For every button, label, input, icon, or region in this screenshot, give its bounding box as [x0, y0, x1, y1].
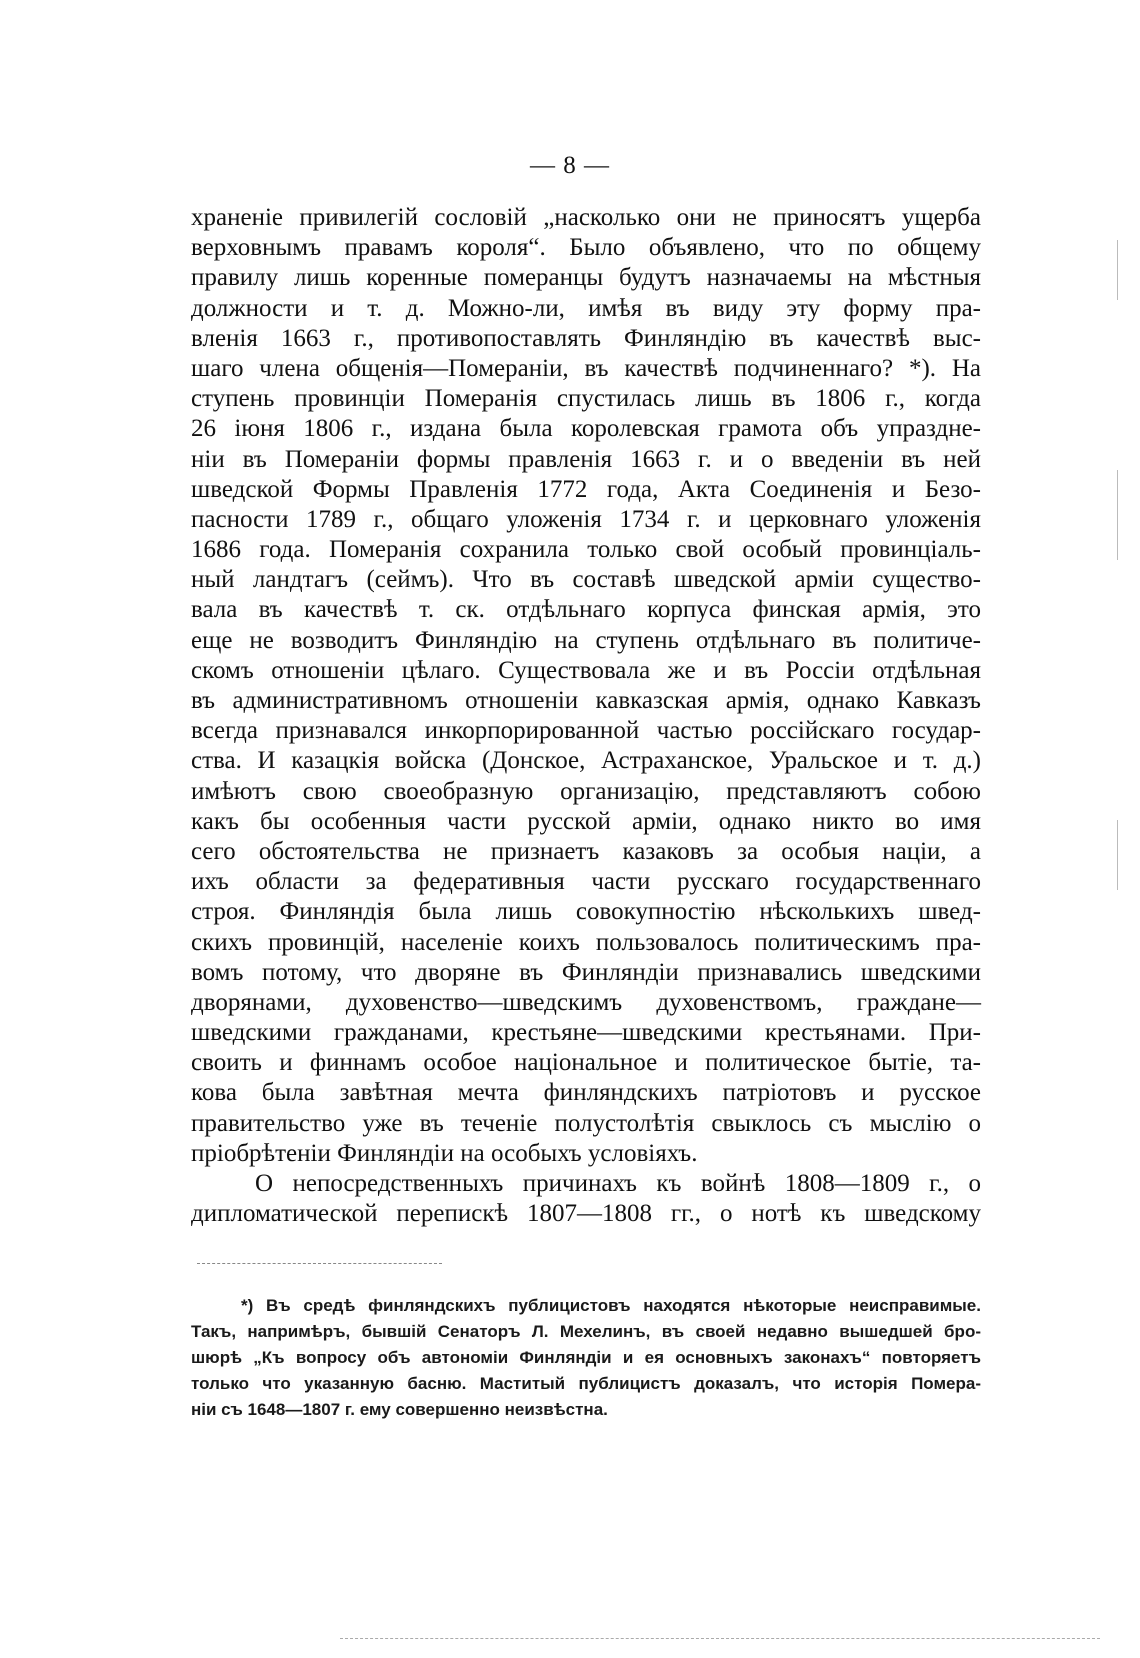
scan-margin-mark [1117, 470, 1118, 560]
text-line: своить и финнамъ особое національное и политическое бытіе, та- [191, 1049, 981, 1077]
text-line: всегда признавался инкорпорированной частью россійскаго государ- [191, 717, 981, 745]
text-line: ступень провинціи Померанія спустилась лишь въ 1806 г., когда [191, 385, 981, 413]
text-line: шведской Формы Правленія 1772 года, Акта Соединенія и Безо- [191, 475, 981, 503]
text-line: шаго члена общенія—Помераніи, въ качествѣ подчиненнаго? *). На [191, 354, 981, 382]
text-line: храненіе привилегій сословій „насколько они не приносятъ ущерба [191, 204, 981, 231]
text-line: шведскими гражданами, крестьяне—шведскими крестьянами. При- [191, 1019, 981, 1047]
text-line: должности и т. д. Можно-ли, имѣя въ виду эту форму пра- [191, 294, 981, 322]
text-line: 26 іюня 1806 г., издана была королевская грамота объ упраздне- [191, 415, 981, 443]
text-line: строя. Финляндія была лишь совокупностію нѣсколькихъ швед- [191, 898, 981, 926]
scan-margin-mark [1117, 820, 1118, 890]
text-line: еще не возводитъ Финляндію на ступень отдѣльнаго въ политиче- [191, 626, 981, 654]
text-line: дворянами, духовенство—шведскимъ духовенствомъ, граждане— [191, 988, 981, 1016]
text-line: 1686 года. Померанія сохранила только свой особый провинціаль- [191, 536, 981, 564]
text-line: ніи въ Помераніи формы правленія 1663 г. и о введеніи въ ней [191, 445, 981, 473]
text-line: кова была завѣтная мечта финляндскихъ патріотовъ и русское [191, 1079, 981, 1107]
footnote-line: *) Въ средѣ финляндскихъ публицистовъ находятся нѣкоторые неисправимые. [241, 1296, 981, 1315]
text-line: ный ландтагъ (сеймъ). Что въ составѣ шведской арміи существо- [191, 566, 981, 594]
footnote-line: ніи съ 1648—1807 г. ему совершенно неизвѣстна. [191, 1400, 608, 1419]
text-line: О непосредственныхъ причинахъ къ войнѣ 1808—1809 г., о [255, 1170, 981, 1197]
scan-bottom-edge [340, 1638, 1100, 1645]
text-line: правилу лишь коренные померанцы будутъ назначаемы на мѣстныя [191, 264, 981, 292]
footnote-divider [197, 1263, 442, 1264]
text-line: имѣютъ свою своеобразную организацію, представляютъ собою [191, 777, 981, 805]
text-line: ихъ области за федеративныя части русскаго государственнаго [191, 868, 981, 896]
text-line: скихъ провинцій, населеніе коихъ пользовалось политическимъ пра- [191, 928, 981, 956]
scan-margin-mark [1117, 240, 1118, 300]
text-line: вала въ качествѣ т. ск. отдѣльнаго корпуса финская армія, это [191, 596, 981, 624]
text-line: вомъ потому, что дворяне въ Финляндіи признавались шведскими [191, 958, 981, 986]
footnote [191, 1293, 981, 1423]
footnote-line: только что указанную басню. Маститый публицистъ доказалъ, что исторія Помера- [191, 1374, 981, 1393]
text-line: пріобрѣтеніи Финляндіи на особыхъ условіяхъ. [191, 1139, 698, 1167]
text-line: ства. И казацкія войска (Донское, Астраханское, Уральское и т. д.) [191, 747, 981, 775]
text-line: правительство уже въ теченіе полустолѣтія свыклось съ мыслію о [191, 1109, 981, 1137]
text-line: дипломатической перепискѣ 1807—1808 гг., о нотѣ къ шведскому [191, 1200, 981, 1228]
text-line: въ административномъ отношеніи кавказская армія, однако Кавказъ [191, 687, 981, 714]
text-line: сего обстоятельства не признаетъ казаковъ за особыя націи, а [191, 837, 981, 865]
text-line: вленія 1663 г., противопоставлять Финляндію въ качествѣ выс- [191, 324, 981, 352]
text-line: какъ бы особенныя части русской арміи, однако никто во имя [191, 807, 981, 835]
main-text [191, 203, 981, 1229]
page-number: — 8 — [530, 152, 610, 179]
footnote-line: Такъ, напримѣръ, бывшій Сенаторъ Л. Мехелинъ, въ своей недавно вышедшей бро- [191, 1322, 981, 1341]
text-line: скомъ отношеніи цѣлаго. Существовала же и въ Россіи отдѣльная [191, 656, 981, 684]
text-line: верховнымъ правамъ короля“. Было объявлено, что по общему [191, 234, 981, 262]
footnote-line: шюрѣ „Къ вопросу объ автономіи Финляндіи и ея основныхъ законахъ“ повторяетъ [191, 1348, 981, 1367]
text-line: пасности 1789 г., общаго уложенія 1734 г. и церковнаго уложенія [191, 505, 981, 533]
